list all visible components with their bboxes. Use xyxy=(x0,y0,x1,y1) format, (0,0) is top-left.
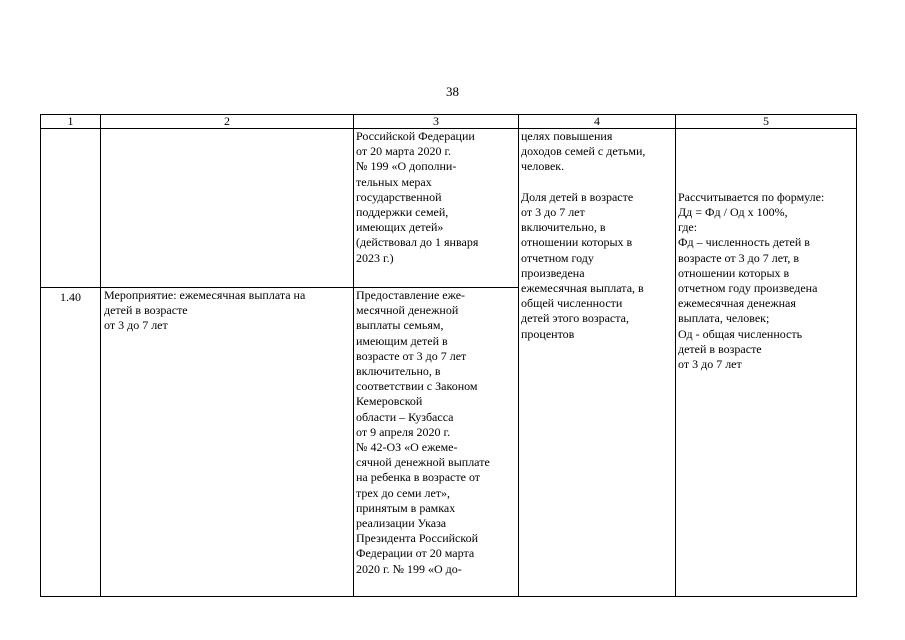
text-line: (действовал до 1 января xyxy=(356,235,479,250)
text-line: трех до семи лет», xyxy=(356,485,451,500)
text-line xyxy=(521,175,675,190)
text-line xyxy=(678,175,856,190)
text-line: выплаты семьям, xyxy=(356,318,444,333)
text-line: включительно, в xyxy=(521,220,606,235)
text-line: Предоставление еже- xyxy=(356,288,466,302)
header-col-1: 1 xyxy=(41,115,101,129)
header-col-2: 2 xyxy=(101,115,354,129)
text-line xyxy=(678,159,856,174)
text-line: принятым в рамках xyxy=(356,500,456,515)
text-line: области – Кузбасса xyxy=(356,409,454,424)
text-line: отношении которых в xyxy=(678,265,790,280)
text-line: Президента Российской xyxy=(356,531,479,546)
row-a-number-cell xyxy=(41,129,101,288)
text-line: Кемеровской xyxy=(356,394,423,409)
text-line: детей в возрасте xyxy=(678,341,762,356)
row-b-basis-cell xyxy=(354,288,519,597)
text-line xyxy=(678,144,856,159)
text-line: Российской Федерации xyxy=(356,129,475,143)
header-col-5: 5 xyxy=(676,115,857,129)
text-line: детей этого возраста, xyxy=(521,311,629,326)
text-line: Од - общая численность xyxy=(678,326,803,341)
formula-cell xyxy=(676,129,857,597)
header-col-4: 4 xyxy=(519,115,676,129)
row-a-name-cell xyxy=(101,129,354,288)
text-line: № 199 «О дополни- xyxy=(356,159,457,174)
text-line: от 20 марта 2020 г. xyxy=(356,144,452,159)
text-line: целях повышения xyxy=(521,129,613,143)
text-line: человек. xyxy=(521,159,565,174)
text-line xyxy=(678,129,856,144)
text-line: от 3 до 7 лет xyxy=(104,318,168,333)
indicator-table xyxy=(40,114,857,597)
row-a-basis-cell xyxy=(354,129,519,288)
text-line: имеющих детей» xyxy=(356,220,444,235)
text-line: имеющим детей в xyxy=(356,333,448,348)
text-line: доходов семей с детьми, xyxy=(521,144,646,159)
text-line: детей в возрасте xyxy=(104,303,188,318)
indicator-cell xyxy=(519,129,676,597)
text-line: где: xyxy=(678,220,698,235)
text-line: от 9 апреля 2020 г. xyxy=(356,424,451,439)
text-line: реализации Указа xyxy=(356,516,447,531)
text-line: отчетном году xyxy=(521,250,594,265)
text-line: общей численности xyxy=(521,296,623,311)
text-line: государственной xyxy=(356,189,442,204)
text-line: произведена xyxy=(521,265,585,280)
header-col-3: 3 xyxy=(354,115,519,129)
text-line: Дд = Фд / Од х 100%, xyxy=(678,205,788,220)
row-b-number-cell: 1.40 xyxy=(41,288,101,597)
text-line: выплата, человек; xyxy=(678,311,770,326)
text-line: сячной денежной выплате xyxy=(356,455,490,470)
text-line: отчетном году произведена xyxy=(678,281,818,296)
page-number: 38 xyxy=(446,84,459,99)
text-line: Федерации от 20 марта xyxy=(356,546,475,561)
text-line: ежемесячная денежная xyxy=(678,296,796,311)
text-line: отношении которых в xyxy=(521,235,633,250)
text-line: на ребенка в возрасте от xyxy=(356,470,481,485)
text-line: Рассчитывается по формуле: xyxy=(678,189,825,204)
text-line: ежемесячная выплата, в xyxy=(521,281,644,296)
text-line: включительно, в xyxy=(356,364,441,379)
text-line: соответствии с Законом xyxy=(356,379,478,394)
text-line: от 3 до 7 лет xyxy=(678,357,742,372)
text-line: № 42-ОЗ «О ежеме- xyxy=(356,440,458,455)
text-line: Мероприятие: ежемесячная выплата на xyxy=(104,288,306,302)
text-line: тельных мерах xyxy=(356,174,432,189)
text-line: 2023 г.) xyxy=(356,250,394,265)
text-line: процентов xyxy=(521,326,575,341)
table-header-row xyxy=(41,115,857,129)
text-line: поддержки семей, xyxy=(356,205,449,220)
text-line: от 3 до 7 лет xyxy=(521,205,585,220)
text-line: возрасте от 3 до 7 лет xyxy=(356,348,467,363)
text-line: возрасте от 3 до 7 лет, в xyxy=(678,250,800,265)
table-row xyxy=(41,129,857,288)
row-b-name-cell xyxy=(101,288,354,597)
text-line: месячной денежной xyxy=(356,303,459,318)
text-line: 2020 г. № 199 «О до- xyxy=(356,561,462,576)
text-line: Фд – численность детей в xyxy=(678,235,810,250)
text-line: Доля детей в возрасте xyxy=(521,189,634,204)
